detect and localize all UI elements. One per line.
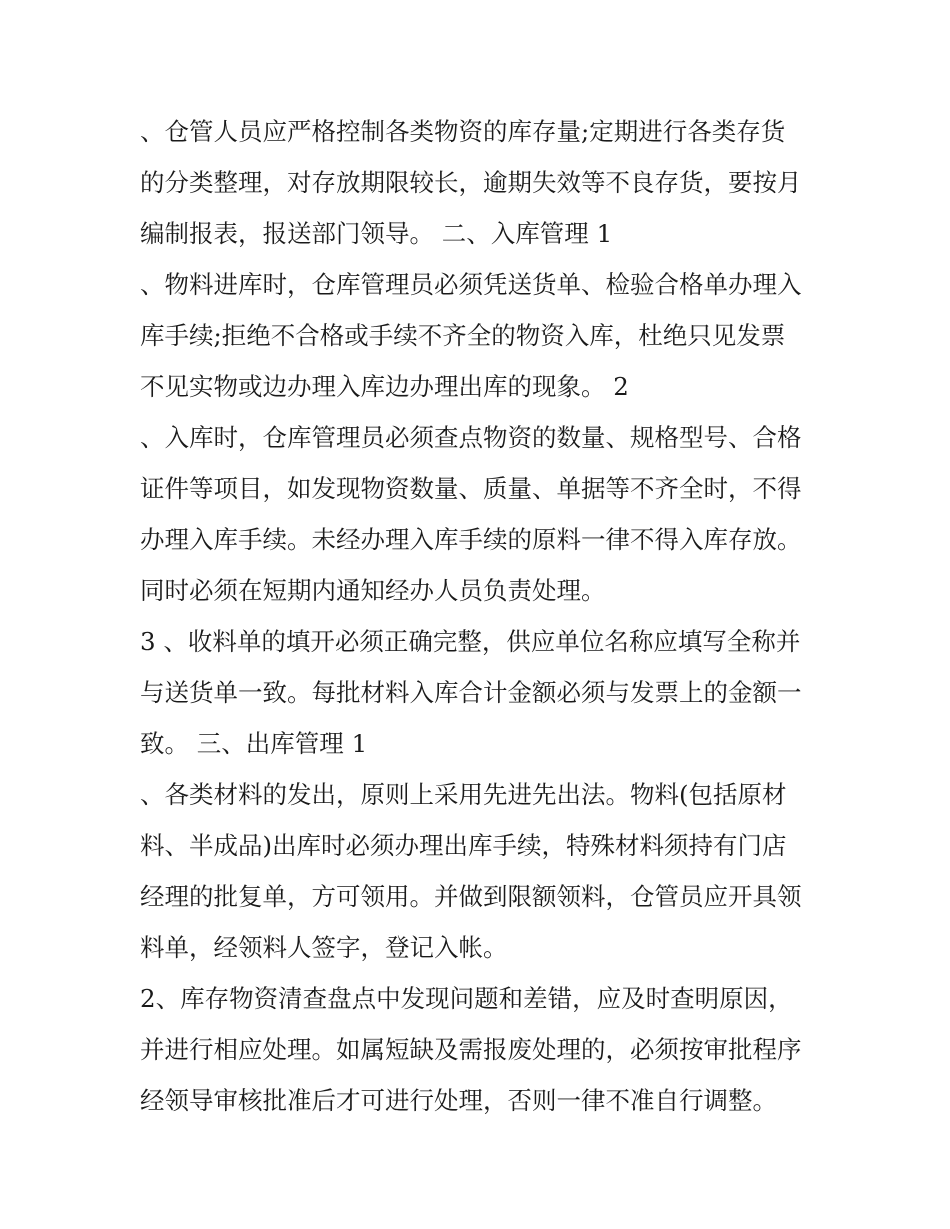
text-line: 、各类材料的发出，原则上采用先进先出法。物料(包括原材 [140,780,787,809]
text-line: 料单，经领料人签字，登记入帐。 [140,933,508,962]
text-line: 经领导审核批准后才可进行处理，否则一律不准自行调整。 [140,1086,777,1115]
text-line: 不见实物或边办理入库边办理出库的现象。 2 [140,372,629,401]
text-line: 证件等项目，如发现物资数量、质量、单据等不齐全时，不得 [140,474,802,503]
text-line: 同时必须在短期内通知经办人员负责处理。 [140,576,606,605]
text-line: 致。 三、出库管理 1 [140,729,368,758]
text-line: 办理入库手续。未经办理入库手续的原料一律不得入库存放。 [140,525,802,554]
text-line: 2、库存物资清查盘点中发现问题和差错，应及时查明原因， [140,984,793,1013]
text-line: 料、半成品)出库时必须办理出库手续，特殊材料须持有门店 [140,831,787,860]
text-line: 3 、收料单的填开必须正确完整，供应单位名称应填写全称并 [140,627,801,656]
text-line: 、物料进库时，仓库管理员必须凭送货单、检验合格单办理入 [140,270,802,299]
text-line: 、仓管人员应严格控制各类物资的库存量;定期进行各类存货 [140,117,786,146]
text-line: 编制报表，报送部门领导。 二、入库管理 1 [140,219,613,248]
text-line: 与送货单一致。每批材料入库合计金额必须与发票上的金额一 [140,678,802,707]
text-line: 、入库时，仓库管理员必须查点物资的数量、规格型号、合格 [140,423,802,452]
text-line: 的分类整理，对存放期限较长，逾期失效等不良存货，要按月 [140,168,802,197]
text-line: 经理的批复单，方可领用。并做到限额领料，仓管员应开具领 [140,882,802,911]
document-body [140,106,830,1126]
text-line: 库手续;拒绝不合格或手续不齐全的物资入库，杜绝只见发票 [140,321,786,350]
text-line: 并进行相应处理。如属短缺及需报废处理的，必须按审批程序 [140,1035,802,1064]
